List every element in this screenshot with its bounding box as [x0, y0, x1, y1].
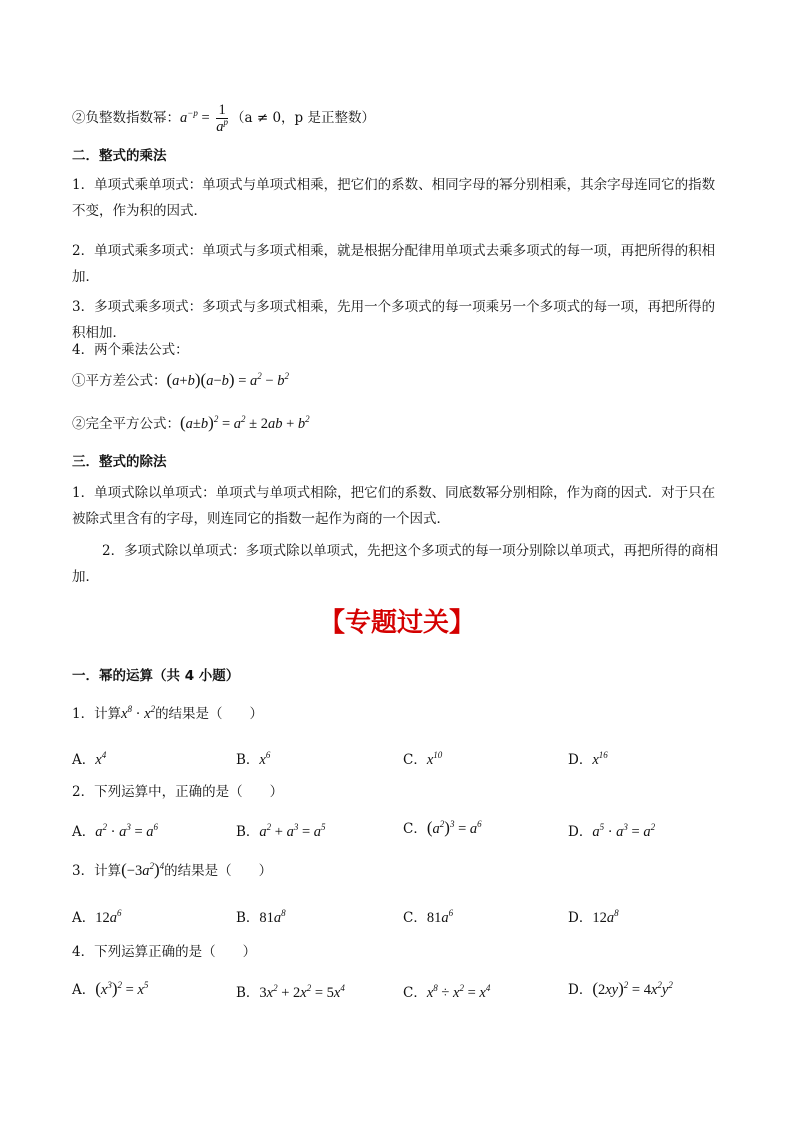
topic-banner: 【专题过关】 — [318, 608, 475, 638]
question-1 — [72, 704, 728, 724]
q1-option-b[interactable]: B．$x^6$ — [236, 750, 271, 768]
q2-option-d[interactable]: D．$a^5 \cdot a^3 = a^2$ — [568, 822, 656, 840]
q3-expression: $(-3a^2)^4$ — [121, 860, 165, 879]
q1-suffix: 的结果是（ ） — [155, 706, 264, 722]
neg-exp-condition: （a ≠ 0，p 是正整数） — [231, 109, 375, 126]
q4-option-c[interactable]: C．$x^8 \div x^2 = x^4$ — [403, 983, 491, 1001]
section-2-item-1: 1．单项式乘单项式：单项式与单项式相乘，把它们的系数、相同字母的幂分别相乘，其余字母连同它的指数不变，作为积的因式． — [72, 177, 716, 219]
question-4: 4．下列运算正确的是（ ） — [72, 944, 257, 960]
q3-option-c[interactable]: C．$81a^6$ — [403, 908, 454, 926]
negative-exponent-line — [72, 102, 728, 135]
section-2-title: 二．整式的乘法 — [72, 148, 167, 164]
q3-option-d[interactable]: D．$12a^8$ — [568, 908, 619, 926]
q3-option-d-label: D． — [568, 910, 593, 926]
section-2-item-3: 3．多项式乘多项式：多项式与多项式相乘，先用一个多项式的每一项乘另一个多项式的每一项，再把所得的积相加． — [72, 299, 716, 341]
q2-option-b-label: B． — [236, 824, 260, 840]
q1-option-c[interactable]: C．$x^{10}$ — [403, 750, 443, 768]
q3-option-a-label: A． — [72, 910, 96, 926]
q2-option-c[interactable]: C．$(a^2)^3 = a^6$ — [403, 818, 482, 837]
q3-prefix: 3．计算 — [72, 863, 122, 879]
q1-option-a-label: A． — [72, 752, 96, 768]
q1-option-d-label: D． — [568, 752, 593, 768]
difference-of-squares-line — [72, 370, 728, 391]
q3-option-a[interactable]: A．$12a^6$ — [72, 908, 122, 926]
q4-option-d-label: D． — [568, 982, 593, 998]
q2-option-a-label: A． — [72, 824, 96, 840]
q1-option-a[interactable]: A．$x^4$ — [72, 750, 107, 768]
q1-option-d[interactable]: D．$x^{16}$ — [568, 750, 608, 768]
q3-option-b[interactable]: B．$81a^8$ — [236, 908, 286, 926]
neg-exp-label: ②负整数指数幂： — [72, 109, 180, 126]
formula-2-label: ②完全平方公式： — [72, 416, 180, 432]
q2-option-c-label: C． — [403, 821, 427, 837]
neg-exp-formula: $a^{-p}$ = $\frac{1}{a^p}$ — [180, 102, 229, 135]
q2-option-a[interactable]: A．$a^2 \cdot a^3 = a^6$ — [72, 822, 159, 840]
section-2-item-4: 4．两个乘法公式： — [72, 342, 189, 358]
section-3-item-1: 1．单项式除以单项式：单项式与单项式相除，把它们的系数、同底数幂分别相除，作为商的因式．对于只在被除式里含有的字母，则连同它的指数一起作为商的一个因式． — [72, 485, 716, 527]
section-3-item-2: 2．多项式除以单项式：多项式除以单项式，先把这个多项式的每一项分别除以单项式，再把所得的商相加． — [72, 543, 719, 585]
q3-suffix: 的结果是（ ） — [164, 863, 273, 879]
q2-option-b[interactable]: B．$a^2 + a^3 = a^5$ — [236, 822, 326, 840]
q4-option-a[interactable]: A．$(x^3)^2 = x^5$ — [72, 979, 149, 998]
q3-option-b-label: B． — [236, 910, 260, 926]
q1-expression: $x^8 \cdot x^2$ — [121, 704, 156, 722]
q2-option-d-label: D． — [568, 824, 593, 840]
question-3 — [72, 860, 728, 881]
formula-2: $(a\pm b)^2 = a^2 \pm 2ab + b^2$ — [180, 413, 310, 432]
q4-option-b[interactable]: B．$3x^2 + 2x^2 = 5x^4$ — [236, 983, 345, 1001]
exercises-title: 一．幂的运算（共 4 小题） — [72, 668, 240, 684]
formula-1: $(a+b)(a-b) = a^2 - b^2$ — [166, 370, 289, 389]
q3-option-c-label: C． — [403, 910, 427, 926]
q1-option-b-label: B． — [236, 752, 260, 768]
q4-option-b-label: B． — [236, 985, 260, 1001]
q4-option-d[interactable]: D．$(2xy)^2 = 4x^2y^2$ — [568, 979, 673, 998]
section-3-title: 三．整式的除法 — [72, 454, 167, 470]
q1-prefix: 1．计算 — [72, 706, 122, 722]
formula-1-label: ①平方差公式： — [72, 373, 167, 389]
q4-option-a-label: A． — [72, 982, 96, 998]
q1-option-c-label: C． — [403, 752, 427, 768]
section-2-item-2: 2．单项式乘多项式：单项式与多项式相乘，就是根据分配律用单项式去乘多项式的每一项，再把所得的积相加． — [72, 243, 716, 285]
perfect-square-line — [72, 413, 728, 434]
question-2: 2．下列运算中，正确的是（ ） — [72, 784, 284, 800]
q4-option-c-label: C． — [403, 985, 427, 1001]
